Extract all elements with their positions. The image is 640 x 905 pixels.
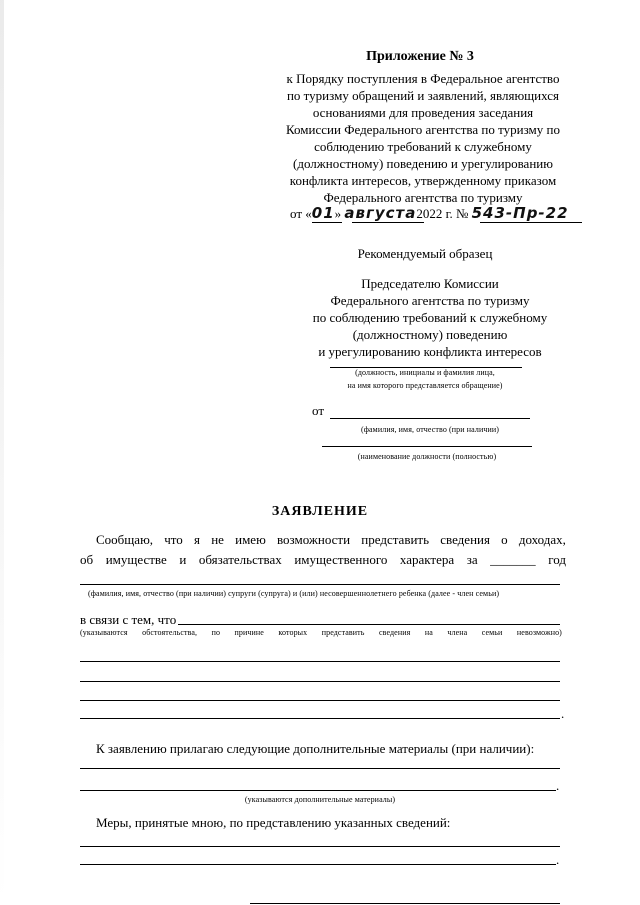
appendix-line: Комиссии Федерального агентства по туризму по — [286, 122, 560, 137]
appendix-line: соблюдению требований к служебному — [314, 139, 532, 154]
hint-word: невозможно) — [516, 628, 562, 637]
word: и — [179, 552, 187, 567]
word: я — [194, 532, 200, 547]
reason-line[interactable] — [80, 661, 560, 662]
word: не — [211, 532, 224, 547]
word: возможности — [277, 532, 351, 547]
word: имуществе — [105, 552, 167, 567]
word: за — [466, 552, 478, 567]
appendix-line: конфликта интересов, утвержденному приказом — [289, 173, 557, 188]
date-day-underline — [312, 222, 342, 223]
word: год — [548, 552, 566, 567]
date-month-underline — [352, 222, 424, 223]
appendix-line: (должностному) поведению и урегулированию — [293, 156, 553, 171]
order-date-line — [290, 205, 590, 227]
attachments-line[interactable] — [80, 790, 556, 791]
reason-line[interactable] — [80, 718, 560, 719]
appendix-line: Федерального агентства по туризму — [323, 190, 523, 205]
hint-attachments: (указываются дополнительные материалы) — [244, 795, 396, 804]
hint-position-line1: (должность, инициалы и фамилия лица, — [355, 368, 495, 377]
date-day-handwritten: 01 — [311, 204, 335, 222]
attachments-line[interactable] — [80, 768, 560, 769]
word: о — [501, 532, 508, 547]
date-year: 2022 г. № — [416, 206, 469, 221]
year-blank[interactable]: _______ — [490, 552, 536, 567]
appendix-text — [278, 70, 568, 206]
word: характера — [399, 552, 455, 567]
word: Сообщаю, — [96, 532, 154, 547]
hint-word: причине — [234, 628, 264, 637]
date-month-handwritten: августа — [344, 204, 417, 222]
appendix-line: основаниями для проведения заседания — [312, 105, 534, 120]
word: имущественного — [294, 552, 388, 567]
in-connection-label: в связи с тем, что — [80, 612, 177, 627]
date-prefix: от « — [290, 206, 312, 221]
family-member-line[interactable] — [80, 584, 560, 585]
measures-line[interactable] — [80, 864, 556, 865]
addressee-line: по соблюдению требований к служебному — [312, 310, 548, 325]
hint-word: на — [424, 628, 433, 637]
reason-line[interactable] — [178, 624, 560, 625]
word: представить — [361, 532, 430, 547]
from-fullname-line[interactable] — [330, 418, 530, 419]
hint-word: члена — [447, 628, 468, 637]
reason-line[interactable] — [80, 681, 560, 682]
scan-edge — [0, 0, 4, 905]
body-row-2 — [80, 551, 566, 568]
order-number-handwritten: 543-Пр-22 — [471, 204, 569, 222]
addressee-line: Федерального агентства по туризму — [330, 293, 530, 308]
body-row-1 — [96, 531, 566, 548]
hint-word: обстоятельства, — [142, 628, 198, 637]
hint-word: сведения — [378, 628, 411, 637]
hint-position — [320, 368, 530, 391]
from-label: от — [312, 403, 325, 418]
word: обязательствах — [198, 552, 282, 567]
appendix-line: к Порядку поступления в Федеральное агентство — [286, 71, 560, 86]
hint-word: которых — [278, 628, 308, 637]
measures-line[interactable] — [250, 903, 560, 904]
hint-word: (указываются — [80, 628, 128, 637]
hint-reason — [80, 628, 562, 638]
period-mark: . — [556, 778, 560, 793]
word: доходах, — [518, 532, 566, 547]
word: сведения — [440, 532, 490, 547]
period-mark: . — [561, 706, 565, 721]
period-mark: . — [556, 852, 560, 867]
addressee-block — [290, 275, 570, 360]
hint-word: представить — [321, 628, 365, 637]
hint-fullname: (фамилия, имя, отчество (при наличии) — [360, 425, 499, 434]
order-number-underline — [480, 222, 582, 223]
word: об — [80, 552, 94, 567]
attachments-text: К заявлению прилагаю следующие дополнительные материалы (при наличии): — [96, 741, 535, 756]
hint-family: (фамилия, имя, отчество (при наличии) супруги (супруга) и (или) несовершеннолетнего ребенка (далее - член семьи) — [88, 589, 500, 598]
addressee-line: Председателю Комиссии — [361, 276, 499, 291]
hint-word: семьи — [481, 628, 503, 637]
addressee-line: и урегулированию конфликта интересов — [318, 344, 542, 359]
measures-line[interactable] — [80, 846, 560, 847]
job-title-line[interactable] — [322, 446, 532, 447]
appendix-title: Приложение № 3 — [366, 49, 474, 64]
addressee-line: (должностному) поведению — [352, 327, 508, 342]
hint-position-line2: на имя которого представляется обращение) — [347, 381, 503, 390]
word: что — [164, 532, 183, 547]
recommended-sample: Рекомендуемый образец — [357, 246, 493, 261]
statement-title: ЗАЯВЛЕНИЕ — [271, 504, 369, 519]
hint-word: по — [211, 628, 221, 637]
measures-text: Меры, принятые мною, по представлению указанных сведений: — [96, 815, 451, 830]
word: имею — [235, 532, 266, 547]
reason-line[interactable] — [80, 700, 560, 701]
date-mid: » — [334, 206, 342, 221]
appendix-line: по туризму обращений и заявлений, являющихся — [286, 88, 560, 103]
hint-job: (наименование должности (полностью) — [357, 452, 497, 461]
